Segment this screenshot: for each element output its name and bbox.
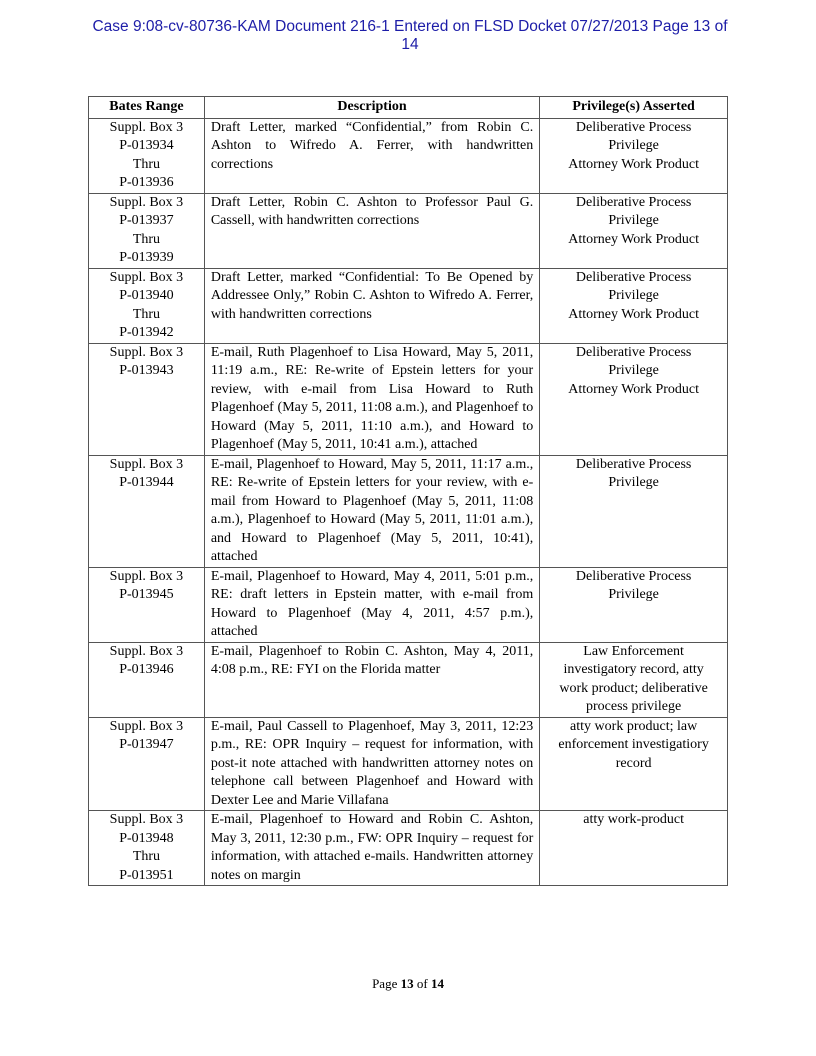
bates-range-line: Suppl. Box 3 (109, 456, 184, 472)
description-cell: Draft Letter, Robin C. Ashton to Professor Paul G. Cassell, with handwritten corrections (204, 193, 539, 268)
privilege-cell (540, 343, 728, 455)
bates-range-cell (89, 118, 205, 193)
table-row (89, 567, 728, 642)
bates-range-line: P-013948 (119, 830, 174, 846)
footer-current-page: 13 (400, 976, 414, 991)
bates-range-line: Suppl. Box 3 (109, 269, 184, 285)
bates-range-line: Suppl. Box 3 (109, 812, 184, 827)
bates-range-cell (89, 567, 205, 642)
header-document-number: Document 216-1 (275, 18, 390, 35)
column-header-description: Description (204, 97, 539, 119)
bates-range-cell (89, 193, 205, 268)
privilege-line: Law Enforcement (583, 643, 684, 659)
privilege-line: Privilege (608, 475, 659, 490)
column-header-privilege: Privilege(s) Asserted (540, 97, 728, 119)
table-row (89, 118, 728, 193)
bates-range-line: P-013944 (119, 475, 174, 490)
privilege-cell (540, 811, 728, 886)
privilege-line: Deliberative Process (575, 344, 692, 360)
privilege-line: Privilege (608, 213, 659, 228)
privilege-line: atty work-product (583, 812, 684, 827)
bates-range-line: P-013937 (119, 213, 174, 228)
privilege-line: Deliberative Process (575, 456, 692, 472)
table-row (89, 455, 728, 567)
privilege-cell (540, 193, 728, 268)
privilege-line: Attorney Work Product (568, 306, 700, 322)
description-cell: E-mail, Ruth Plagenhoef to Lisa Howard, May 5, 2011, 11:19 a.m., RE: Re-write of Epstein letters for your review, with e-mail from Lisa Howard to Ruth Plagenhoef (May 5, 2011, 11:08 a.m.), and Plagenhoef to Howard (May 5, 2011, 11:10 a.m.), and Howard to Plagenhoef (May 5, 2011, 10:41 a.m.), attached (204, 343, 539, 455)
bates-range-cell (89, 455, 205, 567)
privilege-line: atty work product; law (570, 718, 698, 734)
header-page: Page 13 of (652, 18, 728, 35)
description-cell: E-mail, Plagenhoef to Howard, May 5, 2011, 11:17 a.m., RE: Re-write of Epstein letters for your review, with e-mail from Howard to Plagenhoef (May 5, 2011, 11:08 a.m.), Plagenhoef to Howard (May 5, 2011, 11:01 a.m.), and Howard to Plagenhoef (May 5, 2011, 10:41), attached (204, 455, 539, 567)
table-body (89, 118, 728, 886)
privilege-line: work product; deliberative (559, 680, 708, 696)
bates-range-line: P-013946 (119, 662, 174, 677)
privilege-line: Deliberative Process (575, 194, 692, 210)
privilege-line: Attorney Work Product (568, 381, 700, 397)
footer-page-label: Page (372, 976, 398, 991)
description-cell: E-mail, Plagenhoef to Robin C. Ashton, May 4, 2011, 4:08 p.m., RE: FYI on the Florida matter (204, 642, 539, 717)
privilege-cell (540, 268, 728, 343)
bates-range-cell (89, 343, 205, 455)
privilege-line: Privilege (608, 587, 659, 602)
bates-range-line: P-013951 (119, 867, 174, 883)
bates-range-line: Suppl. Box 3 (109, 119, 184, 135)
table-row (89, 717, 728, 811)
bates-range-line: Suppl. Box 3 (109, 643, 184, 659)
bates-range-line: Thru (132, 306, 161, 322)
description-cell: E-mail, Paul Cassell to Plagenhoef, May 3, 2011, 12:23 p.m., RE: OPR Inquiry – request for information, with post-it note attached with handwritten attorney notes on telephone call between Plagenhoef and Howard with Dexter Lee and Marie Villafana (204, 717, 539, 811)
bates-range-line: Thru (132, 849, 161, 864)
table-row (89, 268, 728, 343)
table-header-row (89, 97, 728, 119)
privilege-cell (540, 567, 728, 642)
privilege-line: Attorney Work Product (568, 156, 700, 172)
description-cell: Draft Letter, marked “Confidential,” from Robin C. Ashton to Wifredo A. Ferrer, with handwritten corrections (204, 118, 539, 193)
header-page-total: 14 (401, 36, 419, 53)
header-case-number: Case 9:08-cv-80736-KAM (92, 18, 271, 35)
header-entered-on: Entered on FLSD Docket 07/27/2013 (394, 18, 649, 35)
privilege-line: Privilege (608, 138, 659, 153)
bates-range-line: P-013945 (119, 587, 174, 602)
privilege-line: Privilege (608, 288, 659, 303)
bates-range-line: P-013934 (119, 138, 174, 153)
description-cell: E-mail, Plagenhoef to Howard and Robin C. Ashton, May 3, 2011, 12:30 p.m., FW: OPR Inquiry – request for information, with attached e-mails. Handwritten attorney notes on margin (204, 811, 539, 886)
bates-range-line: P-013939 (119, 250, 174, 265)
table-row (89, 193, 728, 268)
bates-range-cell (89, 268, 205, 343)
bates-range-cell (89, 811, 205, 886)
column-header-bates: Bates Range (89, 97, 205, 119)
bates-range-line: Thru (132, 156, 161, 172)
privilege-line: record (615, 755, 652, 771)
bates-range-cell (89, 717, 205, 811)
bates-range-cell (89, 642, 205, 717)
table-row (89, 343, 728, 455)
bates-range-line: Thru (132, 231, 161, 247)
description-cell: Draft Letter, marked “Confidential: To Be Opened by Addressee Only,” Robin C. Ashton to Wifredo A. Ferrer, with handwritten corrections (204, 268, 539, 343)
bates-range-line: P-013936 (119, 175, 174, 190)
privilege-line: Deliberative Process (575, 568, 692, 584)
privilege-line: Deliberative Process (575, 269, 692, 285)
privilege-cell (540, 118, 728, 193)
bates-range-line: Suppl. Box 3 (109, 344, 184, 360)
description-cell: E-mail, Plagenhoef to Howard, May 4, 2011, 5:01 p.m., RE: draft letters in Epstein matter, with e-mail from Howard to Plagenhoef (May 4, 2011, 4:57 p.m.), attached (204, 567, 539, 642)
docket-header (60, 18, 760, 54)
privilege-line: process privilege (585, 699, 682, 714)
bates-range-line: Suppl. Box 3 (109, 568, 184, 584)
bates-range-line: Suppl. Box 3 (109, 194, 184, 210)
privilege-cell (540, 642, 728, 717)
privilege-line: enforcement investigatiory (558, 737, 709, 752)
footer-total-pages: 14 (430, 976, 444, 991)
privilege-cell (540, 455, 728, 567)
bates-range-line: P-013943 (119, 363, 174, 378)
footer-of-label: of (416, 976, 428, 991)
page-footer (0, 976, 816, 992)
bates-range-line: P-013940 (119, 288, 174, 303)
bates-range-line: P-013942 (119, 325, 174, 340)
table-row (89, 642, 728, 717)
bates-range-line: P-013947 (119, 737, 174, 752)
privilege-cell (540, 717, 728, 811)
privilege-line: investigatory record, atty (563, 662, 704, 677)
privilege-line: Deliberative Process (575, 119, 692, 135)
privilege-line: Privilege (608, 363, 659, 378)
table-row (89, 811, 728, 886)
privilege-log-table (88, 96, 728, 886)
bates-range-line: Suppl. Box 3 (109, 718, 184, 734)
privilege-line: Attorney Work Product (568, 231, 700, 247)
